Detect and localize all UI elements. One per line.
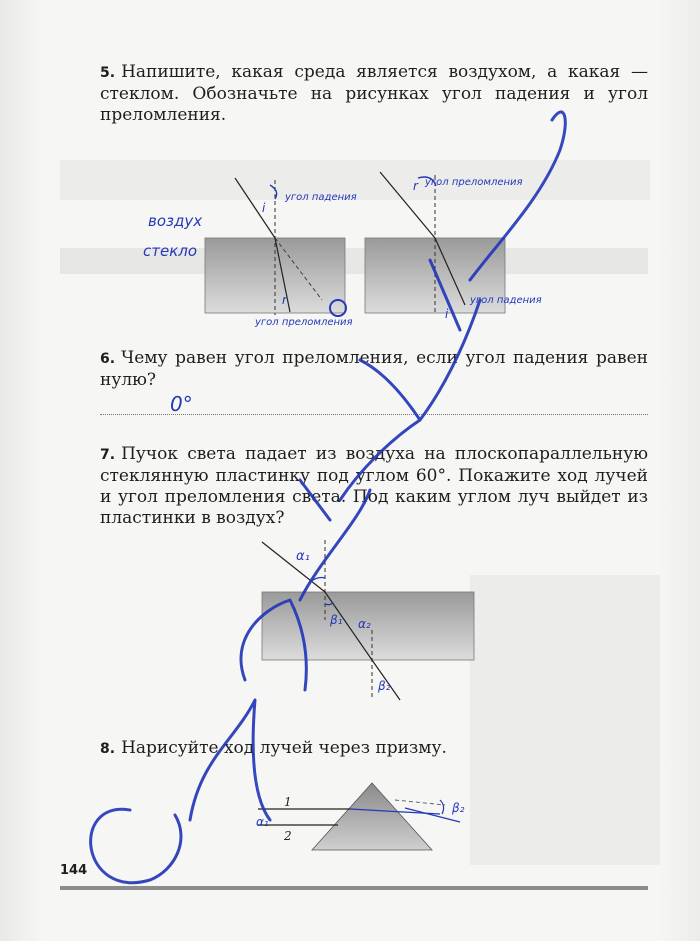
task-text: Пучок света падает из воздуха на плоскопараллельную стеклянную пластинку под углом 60°. Покажите ход лучей и угол преломления света. Под каким углом луч выйдет из пластинки в воздух? <box>100 444 648 528</box>
task-text: Чему равен угол преломления, если угол падения равен нулю? <box>100 348 648 390</box>
task6-answer: 0° <box>170 392 193 416</box>
task-number: 6. <box>100 351 116 367</box>
hand-refraction-left: угол преломления <box>255 317 353 328</box>
task-number: 7. <box>100 447 116 463</box>
page-number: 144 <box>60 863 88 878</box>
task-text: Напишите, какая среда является воздухом, а какая — стеклом. Обозначьте на рисунках угол падения и угол преломления. <box>100 62 648 125</box>
ray-2-label: 2 <box>284 829 292 843</box>
hand-glass-label: стекло <box>143 242 198 260</box>
hand-i-right: i <box>445 307 449 321</box>
hand-r-left: r <box>282 293 287 307</box>
ray-1-label: 1 <box>284 795 292 809</box>
label-alpha1: α₁ <box>296 549 310 564</box>
task-text: Нарисуйте ход лучей через призму. <box>121 738 447 758</box>
label-beta2: β₂ <box>452 801 465 815</box>
label-alpha2: α₂ <box>358 617 371 631</box>
label-alpha1: α₁ <box>256 815 269 829</box>
hand-r-right: r <box>413 179 418 193</box>
hand-incidence-right: угол падения <box>470 295 542 306</box>
hand-air-label: воздух <box>148 212 203 230</box>
label-beta1: β₁ <box>330 613 343 627</box>
hand-refraction-right: угол преломления <box>425 177 523 188</box>
footer-rule <box>60 886 648 890</box>
hand-i-left: i <box>262 201 266 215</box>
label-beta2: β₂ <box>378 679 391 693</box>
task-number: 5. <box>100 65 116 81</box>
hand-incidence-left: угол падения <box>285 192 357 203</box>
task-number: 8. <box>100 741 116 757</box>
